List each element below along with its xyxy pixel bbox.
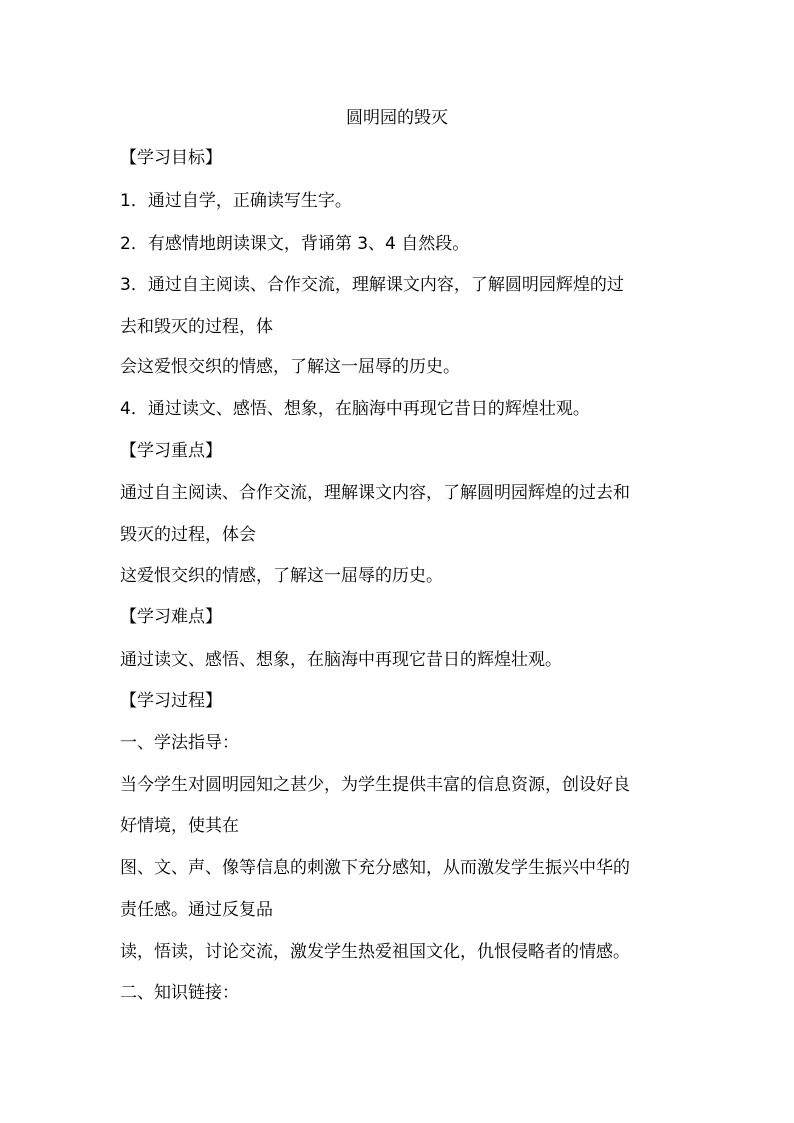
paragraph-line: 3．通过自主阅读、合作交流，理解课文内容，了解圆明园辉煌的过	[120, 275, 624, 295]
section-heading-difficulties: 【学习难点】	[120, 607, 222, 627]
section-heading-key-points: 【学习重点】	[120, 441, 222, 461]
subsection-heading-method: 一、学法指导：	[120, 733, 239, 753]
paragraph-line: 1．通过自学，正确读写生字。	[120, 191, 352, 211]
paragraph-line: 去和毁灭的过程，体	[120, 317, 273, 337]
paragraph-line: 2．有感情地朗读课文，背诵第 3、4 自然段。	[120, 234, 470, 254]
paragraph-line: 通过自主阅读、合作交流，理解课文内容，了解圆明园辉煌的过去和	[120, 483, 630, 503]
paragraph-line: 会这爱恨交织的情感，了解这一屈辱的历史。	[120, 357, 460, 377]
section-heading-process: 【学习过程】	[120, 691, 222, 711]
paragraph-line: 责任感。通过反复品	[120, 900, 273, 920]
paragraph-line: 这爱恨交织的情感，了解这一屈辱的历史。	[120, 566, 443, 586]
document-title: 圆明园的毁灭	[346, 108, 448, 128]
paragraph-line: 读，悟读，讨论交流，激发学生热爱祖国文化，仇恨侵略者的情感。	[120, 942, 630, 962]
paragraph-line: 好情境，使其在	[120, 816, 239, 836]
paragraph-line: 通过读文、感悟、想象，在脑海中再现它昔日的辉煌壮观。	[120, 650, 562, 670]
subsection-heading-knowledge: 二、知识链接：	[120, 983, 239, 1003]
section-heading-goals: 【学习目标】	[120, 148, 222, 168]
paragraph-line: 当今学生对圆明园知之甚少，为学生提供丰富的信息资源，创设好良	[120, 775, 630, 795]
paragraph-line: 图、文、声、像等信息的刺激下充分感知，从而激发学生振兴中华的	[120, 858, 630, 878]
paragraph-line: 毁灭的过程，体会	[120, 525, 256, 545]
paragraph-line: 4．通过读文、感悟、想象，在脑海中再现它昔日的辉煌壮观。	[120, 399, 590, 419]
